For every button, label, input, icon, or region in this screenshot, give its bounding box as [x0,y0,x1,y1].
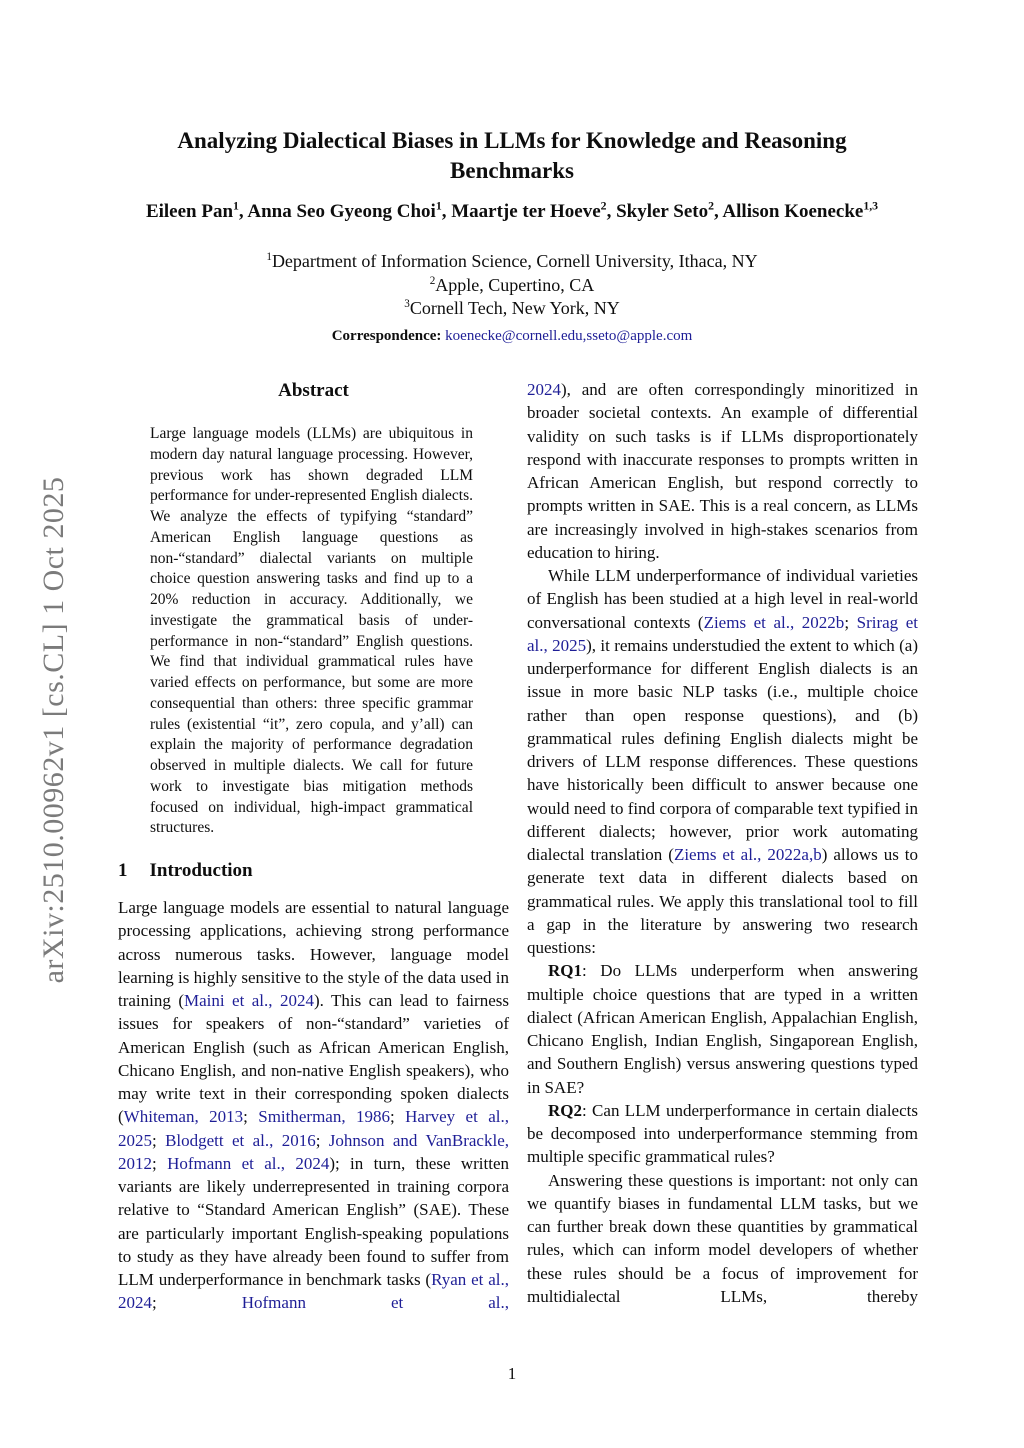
page-number: 1 [507,1364,517,1383]
section-title: Introduction [149,860,253,881]
text-run: ; [390,1107,406,1127]
text-run: RQ2 [548,1100,582,1120]
text-run: ; [152,1293,242,1313]
text-run: ). This can lead to fairness issues for speakers of non-“standard” varieties of American English (such as African American English, Chicano English, and non-native English speakers), who may write text in their corresponding spoken dialects ( [118,991,509,1127]
rq1-paragraph [527,959,918,1099]
text-run: , Maartje ter Hoeve [441,201,601,222]
superscript: 1 [233,199,239,213]
superscript: 3 [404,298,410,310]
text-run: Eileen Pan [145,201,234,222]
right-column [527,378,918,1315]
text-run: ; [152,1130,166,1150]
text-run: ), it remains understudied the extent to which (a) underperformance for different English dialects is an issue in more basic NLP tasks (i.e., multiple choice rather than open response questions), and (b) grammatical rules defining English dialects might be drivers of LLM response differences. These questions have historically been difficult to answer because one would need to find corpora of comparable text typified in different dialects; however, prior work automating dialectal translation ( [527,635,918,864]
paper-title: Analyzing Dialectical Biases in LLMs for Knowledge and Reasoning Benchmarks [177,128,847,183]
text-run: While LLM underperformance of individual varieties of English has been studied at a high level in real-world conversational contexts ( [527,566,918,632]
text-run: , Anna Seo Gyeong Choi [238,201,436,222]
left-column [118,378,509,1315]
text-run: ; [243,1107,259,1127]
abstract-text: Large language models (LLMs) are ubiquitous in modern day natural language processing. However, previous work has shown degraded LLM performance for under-represented English dialects. We analyze the effects of typifying “standard” American English language questions as non-“standard” dialectal variants on multiple choice question answering tasks and find up to a 20% reduction in accuracy. Additionally, we investigate the grammatical basis of under-performance in non-“standard” English questions. We find that individual grammatical rules have varied effects on performance, but some are more consequential than others: three specific grammar rules (existential “it”, zero copula, and y’all) can explain the majority of performance degradation observed in multiple dialects. We call for future work to investigate bias mitigation methods focused on individual, high-impact grammatical structures. [150,425,473,837]
text-run: ; [152,1153,168,1173]
text-run: : Do LLMs underperform when answering multiple choice questions that are typed in a written dialect (African American English, Appalachian English, Chicano English, Indian English, Singaporean English, and Southern English) versus answering questions typed in SAE? [527,961,918,1097]
citation-link[interactable]: Johnson and VanBrackle, 2012 [118,1130,509,1173]
text-run: Correspondence: [331,327,446,344]
intro-paragraph-2 [527,564,918,959]
superscript: 1,3 [863,199,879,213]
paper-header [0,126,1024,346]
text-run: Cornell Tech, New York, NY [409,298,620,318]
citation-link[interactable]: Ziems et al., 2022b [703,612,845,632]
intro-paragraph-5 [527,1169,918,1309]
text-run: ); in turn, these written variants are likely underrepresented in training corpora relative to “Standard American English” (SAE). These are particularly important English-speaking populations to study as they have already been found to suffer from LLM underperformance in benchmark tasks ( [118,1153,509,1289]
text-run: Apple, Cupertino, CA [435,274,595,295]
superscript: 1 [435,199,442,213]
superscript: 2 [429,274,436,287]
text-run: RQ1 [548,961,582,981]
superscript: 2 [708,199,714,213]
two-column-body [118,378,918,1315]
text-run: , Skyler Seto [606,201,709,222]
text-run: Answering these questions is important: not only can we quantify biases in fundamental LLM tasks, but we can further break down these quantities by grammatical rules, which can inform model developers of whether these rules should be a focus of improvement for multidialectal LLMs, thereby [527,1170,918,1306]
text-run: : Can LLM underperformance in certain dialects be decomposed into underperformance stemming from multiple specific grammatical rules? [527,1100,918,1167]
affiliation-line [0,250,1024,274]
citation-link[interactable]: Hofmann et al., 2024 [167,1153,330,1173]
text-run: ) allows us to generate text data in different dialects based on grammatical rules. We apply this translational tool to fill a gap in the literature by answering two research questions: [527,845,919,957]
abstract-heading: Abstract [278,380,349,401]
section-heading-introduction [118,860,509,882]
citation-link[interactable]: Srirag et al., 2025 [527,612,918,655]
citation-link[interactable]: Maini et al., 2024 [183,991,314,1010]
citation-link[interactable]: Ziems et al., 2022a,b [673,845,822,864]
intro-paragraph-1 [118,896,509,1315]
citation-link[interactable]: Ryan et al., 2024 [118,1270,509,1313]
correspondence-line [0,327,1024,346]
citation-link[interactable]: 2024 [527,380,561,399]
affiliations-block [0,250,1024,321]
section-number: 1 [118,860,128,881]
text-run: Large language models are essential to natural language processing applications, achieving strong performance across numerous tasks. However, language model learning is highly sensitive to the style of the data used in training ( [118,898,509,1010]
superscript: 2 [600,199,607,213]
citation-link[interactable]: Blodgett et al., 2016 [165,1130,316,1150]
text-run: Department of Information Science, Cornell University, Ithaca, NY [271,251,758,271]
affiliation-line [0,274,1024,298]
text-run: , Allison Koenecke [713,201,864,222]
intro-paragraph-1-continued [527,378,918,564]
rq2-paragraph [527,1099,918,1169]
text-run: ; [844,612,857,632]
email-link[interactable]: koenecke@cornell.edu,sseto@apple.com [445,327,693,344]
citation-link[interactable]: Hofmann et al., [241,1293,509,1313]
affiliation-line [0,297,1024,321]
author-line [0,200,1024,224]
text-run: ), and are often correspondingly minoritized in broader societal contexts. An example of differential validity on such tasks is if LLMs disproportionately respond with inaccurate responses to prompts written in African American English, but respond correctly to prompts written in SAE. This is a real concern, as LLMs are increasingly involved in high-stakes scenarios from education to hiring. [527,380,918,562]
citation-link[interactable]: Smitherman, 1986 [258,1107,390,1127]
citation-link[interactable]: Whiteman, 2013 [123,1107,244,1127]
citation-link[interactable]: Harvey et al., 2025 [118,1107,509,1150]
text-run: ; [315,1130,329,1150]
superscript: 1 [266,251,272,263]
arxiv-watermark: arXiv:2510.00962v1 [cs.CL] 1 Oct 2025 [37,476,70,984]
